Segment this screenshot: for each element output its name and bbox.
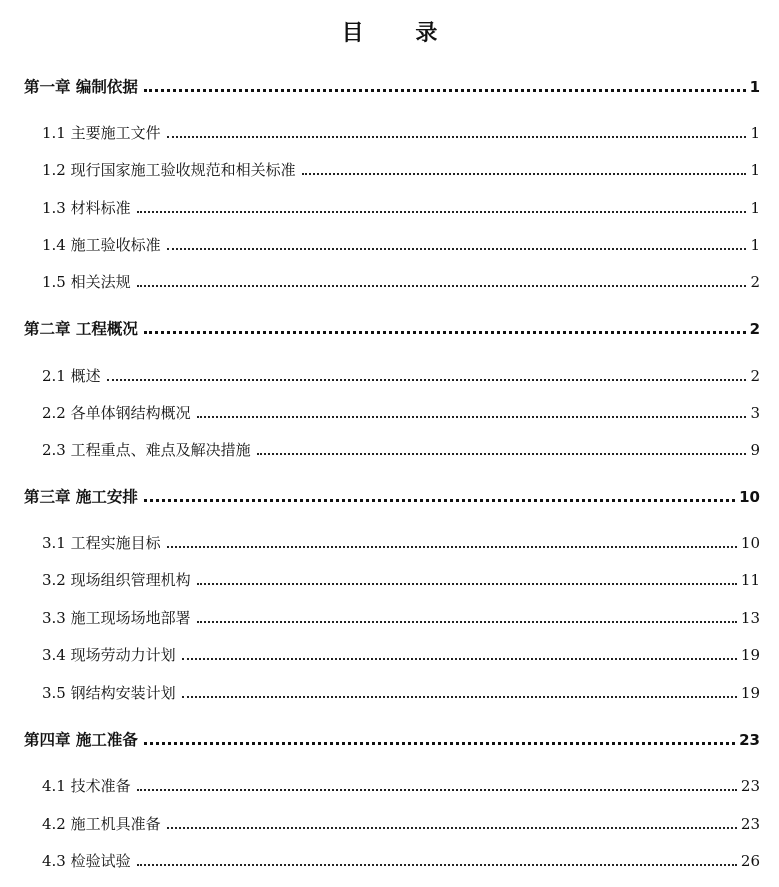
toc-section-entry[interactable] <box>42 606 760 628</box>
toc-page-number: 1 <box>750 199 760 217</box>
toc-page-number: 23 <box>740 815 760 833</box>
toc-dot-leader <box>137 285 747 287</box>
toc-dot-leader <box>197 621 737 623</box>
toc-dot-leader <box>137 789 737 791</box>
toc-page-number: 26 <box>740 852 760 870</box>
toc-entry-label: 3.1 工程实施目标 <box>42 534 161 552</box>
toc-entry-label: 4.3 检验试验 <box>42 852 131 870</box>
toc-dot-leader <box>167 136 747 138</box>
toc-entry-label: 3.2 现场组织管理机构 <box>42 571 191 589</box>
toc-dot-leader <box>167 827 737 829</box>
toc-section-entry[interactable] <box>42 364 760 386</box>
toc-section-entry[interactable] <box>42 438 760 460</box>
toc-entry-label: 3.3 施工现场场地部署 <box>42 609 191 627</box>
toc-dot-leader <box>144 331 746 334</box>
toc-section-entry[interactable] <box>42 643 760 665</box>
toc-section-entry[interactable] <box>42 158 760 180</box>
toc-entry-label: 1.5 相关法规 <box>42 273 131 291</box>
toc-page-number: 1 <box>750 161 760 179</box>
toc-chapter-entry[interactable] <box>24 728 760 750</box>
toc-section-entry[interactable] <box>42 270 760 292</box>
toc-page-number: 10 <box>740 534 760 552</box>
toc-section-entry[interactable] <box>42 121 760 143</box>
toc-page-number: 13 <box>740 609 760 627</box>
toc-dot-leader <box>167 546 737 548</box>
toc-dot-leader <box>182 696 737 698</box>
toc-entry-label: 第三章 施工安排 <box>24 488 138 506</box>
toc-page-number: 19 <box>740 646 760 664</box>
toc-section-entry[interactable] <box>42 196 760 218</box>
toc-dot-leader <box>137 864 737 866</box>
toc-dot-leader <box>144 499 735 502</box>
toc-entry-label: 3.5 钢结构安装计划 <box>42 684 176 702</box>
toc-entry-label: 第四章 施工准备 <box>24 731 138 749</box>
toc-page-number: 2 <box>749 320 760 338</box>
toc-dot-leader <box>197 416 747 418</box>
toc-section-entry[interactable] <box>42 849 760 871</box>
toc-page-number: 9 <box>750 441 760 459</box>
toc-section-entry[interactable] <box>42 568 760 590</box>
toc-page-number: 1 <box>750 236 760 254</box>
toc-page-number: 1 <box>749 78 760 96</box>
toc-page-number: 23 <box>739 731 760 749</box>
toc-chapter-entry[interactable] <box>24 75 760 97</box>
toc-title: 目 录 <box>341 21 460 46</box>
toc-chapter-entry[interactable] <box>24 317 760 339</box>
toc-entry-label: 4.2 施工机具准备 <box>42 815 161 833</box>
toc-section-entry[interactable] <box>42 774 760 796</box>
toc-entry-label: 4.1 技术准备 <box>42 777 131 795</box>
toc-dot-leader <box>197 583 737 585</box>
toc-dot-leader <box>107 379 747 381</box>
toc-section-entry[interactable] <box>42 812 760 834</box>
toc-page-number: 2 <box>750 367 760 385</box>
toc-dot-leader <box>137 211 747 213</box>
toc-section-entry[interactable] <box>42 531 760 553</box>
toc-entry-label: 第一章 编制依据 <box>24 78 138 96</box>
toc-page-number: 3 <box>750 404 760 422</box>
toc-section-entry[interactable] <box>42 681 760 703</box>
toc-page-number: 11 <box>740 571 760 589</box>
toc-dot-leader <box>302 173 747 175</box>
toc-dot-leader <box>144 742 735 745</box>
toc-section-entry[interactable] <box>42 401 760 423</box>
toc-page-number: 23 <box>740 777 760 795</box>
toc-page-number: 10 <box>739 488 760 506</box>
toc-entry-label: 1.3 材料标准 <box>42 199 131 217</box>
toc-page-number: 19 <box>740 684 760 702</box>
toc-entry-label: 2.3 工程重点、难点及解决措施 <box>42 441 251 459</box>
toc-dot-leader <box>144 89 746 92</box>
toc-entry-label: 2.1 概述 <box>42 367 101 385</box>
toc-dot-leader <box>182 658 737 660</box>
toc-entry-label: 2.2 各单体钢结构概况 <box>42 404 191 422</box>
toc-chapter-entry[interactable] <box>24 485 760 507</box>
toc-page-number: 2 <box>750 273 760 291</box>
toc-entry-label: 1.2 现行国家施工验收规范和相关标准 <box>42 161 296 179</box>
toc-section-entry[interactable] <box>42 233 760 255</box>
toc-dot-leader <box>257 453 747 455</box>
toc-entry-label: 第二章 工程概况 <box>24 320 138 338</box>
toc-entry-label: 3.4 现场劳动力计划 <box>42 646 176 664</box>
toc-entry-label: 1.1 主要施工文件 <box>42 124 161 142</box>
toc-dot-leader <box>167 248 747 250</box>
toc-page-number: 1 <box>750 124 760 142</box>
toc-entry-label: 1.4 施工验收标准 <box>42 236 161 254</box>
